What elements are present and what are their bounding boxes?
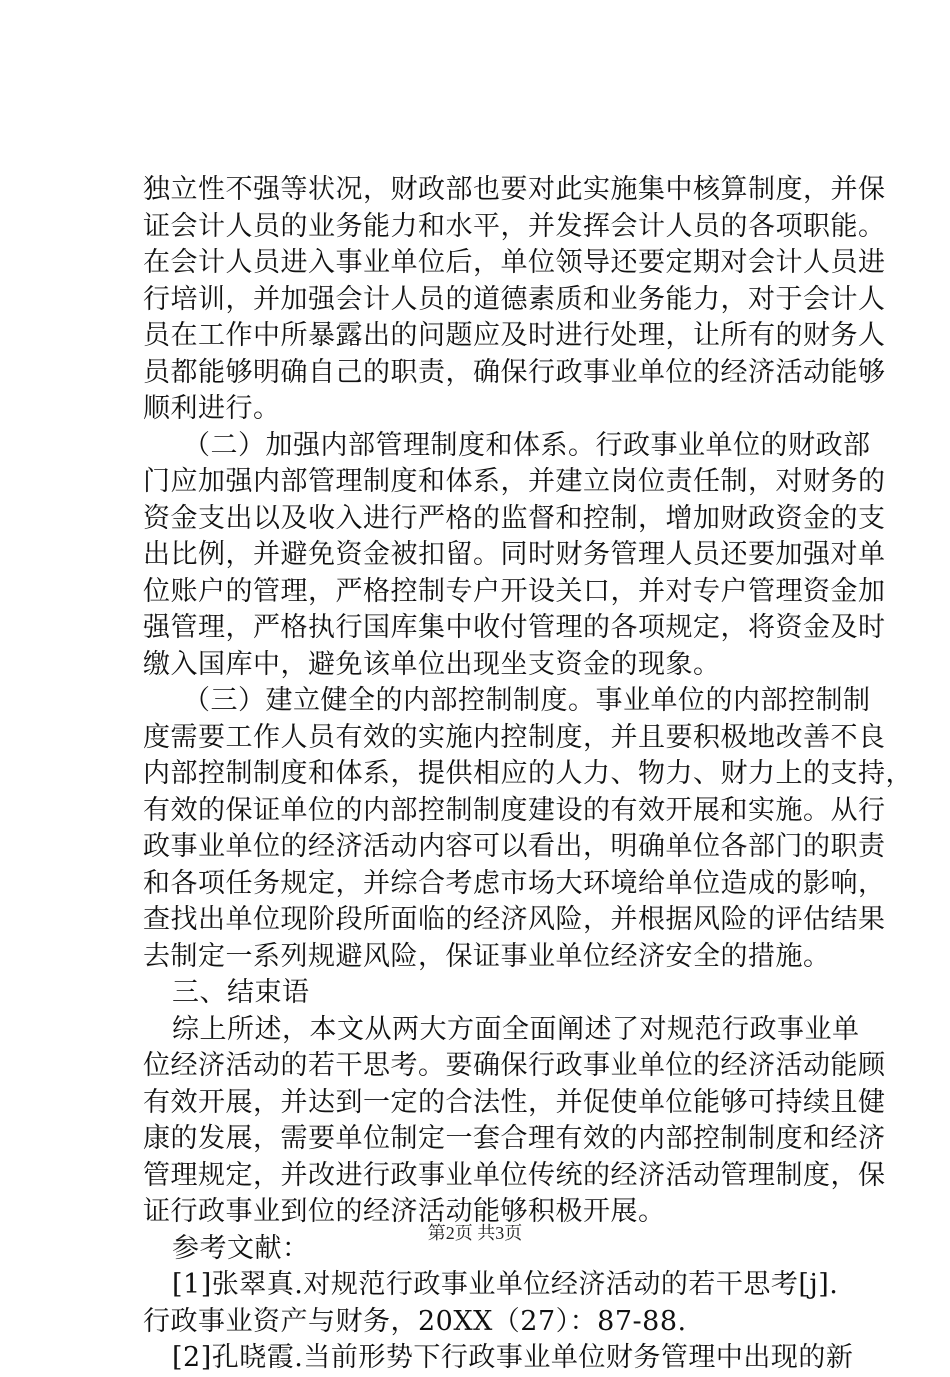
text-line: 在会计人员进入事业单位后，单位领导还要定期对会计人员进 <box>143 247 886 278</box>
text-line: 政事业单位的经济活动内容可以看出，明确单位各部门的职责 <box>143 831 886 862</box>
text-line: 员在工作中所暴露出的问题应及时进行处理，让所有的财务人 <box>143 320 886 351</box>
text-line: 有效开展，并达到一定的合法性，并促使单位能够可持续且健 <box>143 1086 886 1118</box>
text-line: 位账户的管理，严格控制专户开设关口，并对专户管理资金加 <box>143 575 886 607</box>
text-line: 证会计人员的业务能力和水平，并发挥会计人员的各项职能。 <box>143 210 886 242</box>
text-line: 行培训，并加强会计人员的道德素质和业务能力，对于会计人 <box>143 283 886 315</box>
text-line: 内部控制制度和体系，提供相应的人力、物力、财力上的支持， <box>143 758 913 789</box>
text-line: 顺利进行。 <box>143 393 281 424</box>
text-line: 综上所述，本文从两大方面全面阐述了对规范行政事业单 <box>172 1013 860 1045</box>
text-line: 出比例，并避免资金被扣留。同时财务管理人员还要加强对单 <box>143 539 886 570</box>
text-line: 资金支出以及收入进行严格的监督和控制，增加财政资金的支 <box>143 502 886 534</box>
reference-item: [1]张翠真.对规范行政事业单位经济活动的若干思考[j]. <box>172 1269 839 1300</box>
text-line: 查找出单位现阶段所面临的经济风险，并根据风险的评估结果 <box>143 904 886 935</box>
reference-item-continued: 行政事业资产与财务，20XX（27）：87-88. <box>143 1305 687 1337</box>
page-number-footer: 第2页 共3页 <box>427 1223 523 1243</box>
text-line: 门应加强内部管理制度和体系，并建立岗位责任制，对财务的 <box>143 466 886 497</box>
text-line: 位经济活动的若干思考。要确保行政事业单位的经济活动能顾 <box>143 1050 886 1081</box>
section-heading-line: （三）建立健全的内部控制制度。事业单位的内部控制制 <box>183 685 871 716</box>
section-heading: 三、结束语 <box>172 977 310 1008</box>
text-line: 度需要工作人员有效的实施内控制度，并且要积极地改善不良 <box>143 721 886 753</box>
text-line: 管理规定，并改进行政事业单位传统的经济活动管理制度，保 <box>143 1159 886 1191</box>
text-line: 去制定一系列规避风险，保证事业单位经济安全的措施。 <box>143 940 831 972</box>
text-line: 员都能够明确自己的职责，确保行政事业单位的经济活动能够 <box>143 356 886 388</box>
reference-item: [2]孔晓霞.当前形势下行政事业单位财务管理中出现的新 <box>172 1342 854 1373</box>
text-line: 缴入国库中，避免该单位出现坐支资金的现象。 <box>143 648 721 680</box>
text-line: 和各项任务规定，并综合考虑市场大环境给单位造成的影响， <box>143 867 886 899</box>
body-text <box>143 172 913 1377</box>
section-heading-line: （二）加强内部管理制度和体系。行政事业单位的财政部 <box>183 429 871 461</box>
text-line: 强管理，严格执行国库集中收付管理的各项规定，将资金及时 <box>143 612 886 643</box>
text-line: 证行政事业到位的经济活动能够积极开展。 <box>143 1196 666 1227</box>
text-line: 康的发展，需要单位制定一套合理有效的内部控制制度和经济 <box>143 1123 886 1154</box>
text-line: 独立性不强等状况，财政部也要对此实施集中核算制度，并保 <box>143 174 886 205</box>
text-line: 有效的保证单位的内部控制制度建设的有效开展和实施。从行 <box>143 794 886 826</box>
references-heading: 参考文献： <box>172 1232 310 1264</box>
